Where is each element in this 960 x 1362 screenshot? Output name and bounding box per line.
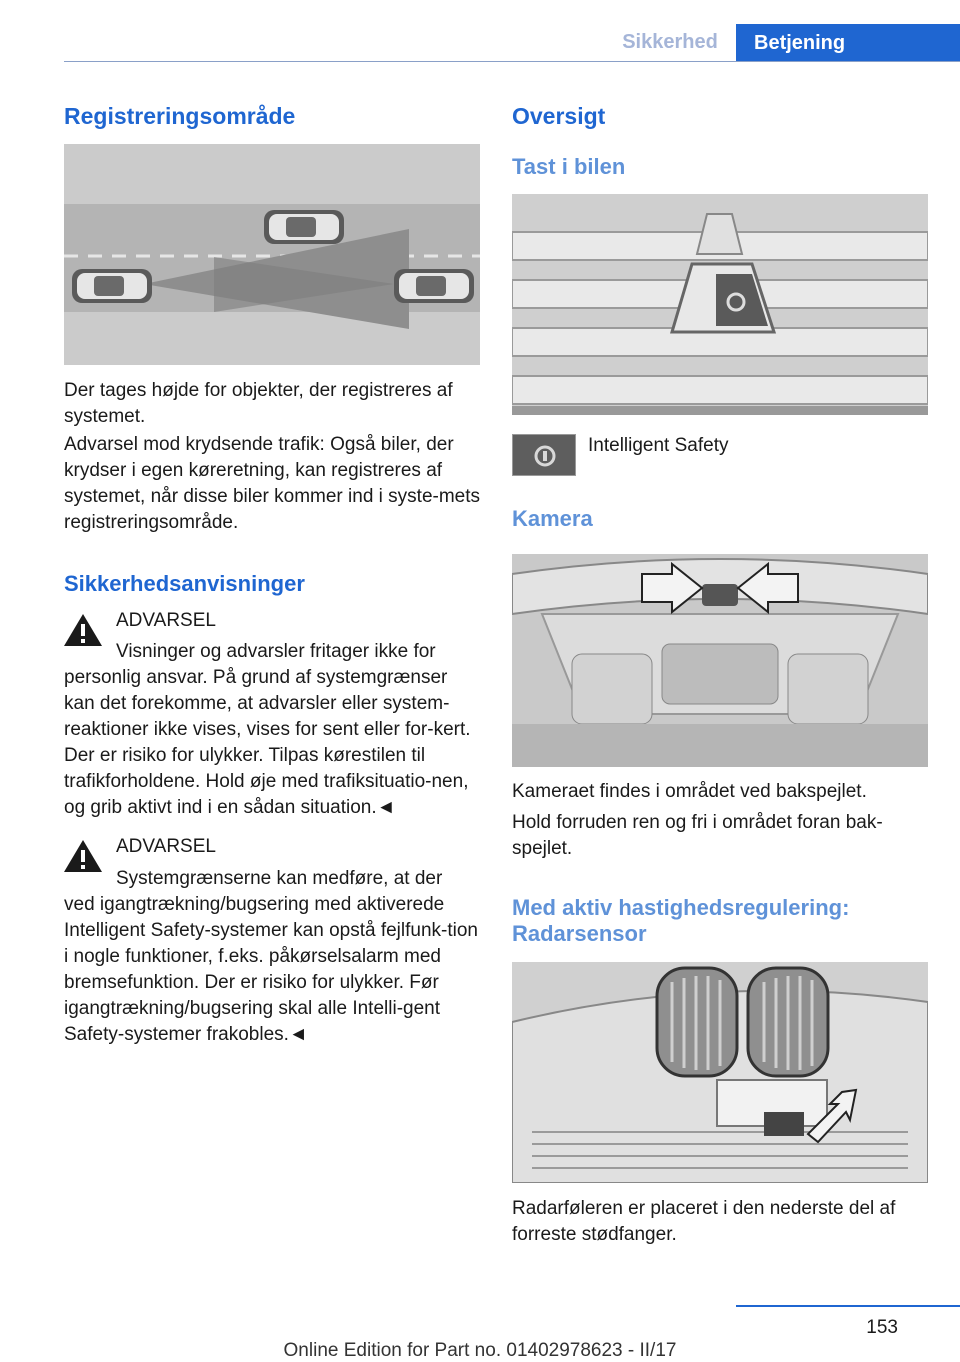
section-title-registreringsomraade: Registreringsområde — [64, 103, 296, 129]
subtitle-tast-i-bilen: Tast i bilen — [512, 154, 626, 179]
button-label: Intelligent Safety — [588, 435, 729, 456]
tab-sikkerhed[interactable]: Sikkerhed — [622, 31, 718, 53]
warning2-body: ved igangtrækning/bugsering med aktiverede Intelligent Safety-systemer kan opstå fejlfunk-tion i nogle funktioner, f.eks. påkørselsalarm med bremsefunktion. Der er risiko for ulykker. Før igangtrækning/bugsering skal alle Intelli-gent Safety-systemer frakobles.◄ — [64, 894, 478, 1045]
warning-triangle-icon — [62, 838, 104, 874]
subtitle-kamera: Kamera — [512, 506, 593, 531]
radar-illustration — [512, 962, 928, 1183]
warning2-label: ADVARSEL — [116, 836, 216, 857]
warning2-lead: Systemgrænserne kan medføre, at der — [116, 868, 443, 889]
para-cross-traffic: Advarsel mod krydsende trafik: Også biler, der krydser i egen køreretning, kan registreres af systemet, når disse biler kommer ind i syste-mets registreringsområde. — [64, 434, 481, 533]
edition-footer: Online Edition for Part no. 01402978623 - II/17 — [283, 1340, 677, 1361]
page-number: 153 — [866, 1317, 898, 1338]
warning1-label: ADVARSEL — [116, 610, 216, 631]
warning1-body: personlig ansvar. På grund af systemgrænser kan det forekomme, at advarsler eller system-reaktioner ikke vises, vises for sent eller for-kert. Der er risiko for ulykker. Tilpas kørestilen til trafikforholdene. Hold øje med trafiksituatio-nen, og grib aktivt ind i en sådan situation.◄ — [64, 667, 471, 818]
warning1-lead: Visninger og advarsler fritager ikke for — [116, 641, 436, 662]
car-right-icon — [394, 269, 474, 303]
subtitle-radarsensor: Med aktiv hastighedsregulering: Radarsensor — [512, 895, 850, 946]
warning-triangle-icon — [62, 612, 104, 648]
camera-para2: Hold forruden ren og fri i området foran bak-spejlet. — [512, 812, 883, 859]
footer-divider — [736, 1305, 960, 1307]
camera-illustration — [512, 554, 928, 767]
para-objects: Der tages højde for objekter, der registreres af systemet. — [64, 380, 453, 427]
button-panel-illustration — [512, 194, 928, 415]
intelligent-safety-button-icon — [512, 434, 576, 476]
section-title-safety: Sikkerhedsanvisninger — [64, 571, 305, 596]
header-divider — [64, 61, 960, 62]
car-top-icon — [264, 210, 344, 244]
section-title-oversigt: Oversigt — [512, 103, 606, 129]
car-left-icon — [72, 269, 152, 303]
detection-area-illustration — [64, 144, 480, 365]
tab-betjening[interactable]: Betjening — [736, 24, 960, 62]
radar-para: Radarføleren er placeret i den nederste del af forreste stødfanger. — [512, 1198, 896, 1245]
camera-para1: Kameraet findes i området ved bakspejlet. — [512, 781, 867, 802]
